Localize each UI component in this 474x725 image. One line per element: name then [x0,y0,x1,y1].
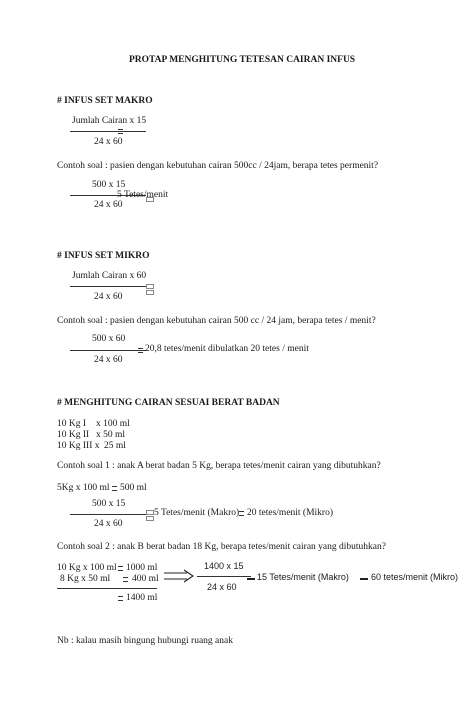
mikro-example-numerator: 500 x 60 [92,334,126,344]
page-title: PROTAP MENGHITUNG TETESAN CAIRAN INFUS [129,55,356,65]
rule-val-1: x 100 ml [96,419,130,429]
soal2-line2-left: 8 Kg x 50 ml [60,574,111,584]
equals-box [146,197,154,202]
makro-example: Contoh soal : pasien dengan kebutuhan cairan 500cc / 24jam, berapa tetes permenit? [57,161,379,171]
mikro-heading: # INFUS SET MIKRO [57,251,150,261]
rule-kg-1: 10 Kg I [57,419,87,429]
makro-formula-denominator: 24 x 60 [94,137,123,147]
soal2-text: Contoh soal 2 : anak B berat badan 18 Kg, berapa tetes/menit cairan yang dibutuhkan? [57,542,386,552]
footer-note: Nb : kalau masih bingung hubungi ruang anak [57,636,233,646]
equals-sign [239,511,244,516]
soal1-calc-left: 5Kg x 100 ml [57,483,110,493]
equals-sign [112,486,117,491]
equals-sign [118,566,123,571]
equals-dash [247,578,255,580]
soal2-result-2: 60 tetes/menit (Mikro) [371,572,459,582]
berat-heading: # MENGHITUNG CAIRAN SESUAI BERAT BADAN [57,398,280,408]
soal1-numerator: 500 x 15 [92,499,126,509]
fraction-bar [70,131,146,132]
rule-val-3: 25 ml [104,441,126,451]
soal2-line1-left: 10 Kg x 100 ml [57,563,117,573]
soal2-line1-right: 1000 ml [126,563,158,573]
sum-line [57,588,157,589]
equals-box [146,290,154,295]
soal1-text: Contoh soal 1 : anak A berat badan 5 Kg, berapa tetes/menit cairan yang dibutuhkan? [57,461,381,471]
soal2-line2-right: 400 ml [132,574,159,584]
mikro-example-result: 20,8 tetes/menit dibulatkan 20 tetes / menit [145,344,309,354]
makro-heading: # INFUS SET MAKRO [57,96,153,106]
equals-box [146,284,154,289]
rule-val-2: x 50 ml [96,430,126,440]
soal2-total: 1400 ml [126,593,158,603]
rule-kg-3: 10 Kg III x [57,441,100,451]
soal1-result: 5 Tetes/menit (Makro) [154,508,240,518]
mikro-example: Contoh soal : pasien dengan kebutuhan cairan 500 cc / 24 jam, berapa tetes / menit? [57,316,376,326]
soal1-calc-right: 500 ml [120,483,147,493]
equals-sign [138,348,143,353]
fraction-bar [70,286,146,287]
mikro-formula-numerator: Jumlah Cairan x 60 [72,271,147,281]
soal1-denominator: 24 x 60 [94,519,123,529]
equals-dash [360,578,368,580]
makro-example-denominator: 24 x 60 [94,200,123,210]
implies-arrow-icon [163,569,195,583]
mikro-example-denominator: 24 x 60 [94,355,123,365]
soal1-result-2: 20 tetes/menit (Mikro) [247,508,334,518]
makro-formula-numerator: Jumlah Cairan x 15 [72,116,147,126]
equals-sign [118,129,123,134]
soal2-numerator: 1400 x 15 [204,561,244,571]
equals-box [146,510,154,515]
fraction-bar [70,514,146,515]
equals-box [146,516,154,521]
equals-sign [123,577,128,582]
soal2-denominator: 24 x 60 [207,582,237,592]
fraction-bar [70,350,146,351]
equals-sign [118,596,123,601]
mikro-formula-denominator: 24 x 60 [94,292,123,302]
makro-example-result: 5 Tetes/menit [117,190,169,200]
rule-kg-2: 10 Kg II [57,430,90,440]
soal2-result: 15 Tetes/menit (Makro) [257,572,349,582]
fraction-bar [197,576,251,577]
makro-example-numerator: 500 x 15 [92,180,126,190]
